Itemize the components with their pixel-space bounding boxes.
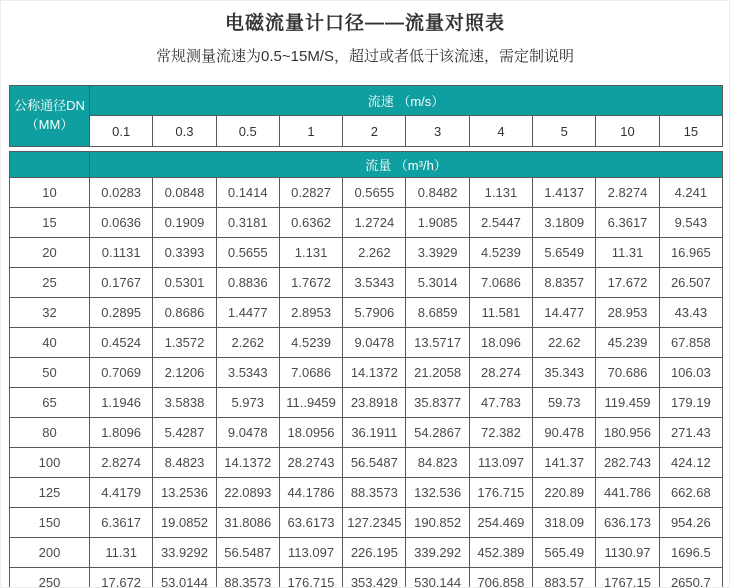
flow-value-cell: 14.477: [533, 298, 596, 328]
flow-value-cell: 0.5655: [343, 178, 406, 208]
flow-value-cell: 0.0848: [153, 178, 216, 208]
flow-value-cell: 119.459: [596, 388, 659, 418]
speed-value-cell: 10: [596, 116, 659, 147]
flow-value-cell: 2.1206: [153, 358, 216, 388]
flow-value-cell: 1696.5: [659, 538, 722, 568]
flow-value-cell: 17.672: [596, 268, 659, 298]
table-row: [10, 238, 723, 268]
flow-value-cell: 1.131: [469, 178, 532, 208]
flow-value-cell: 530.144: [406, 568, 469, 588]
speed-value-cell: 5: [533, 116, 596, 147]
flow-value-cell: 0.2827: [279, 178, 342, 208]
flow-value-cell: 47.783: [469, 388, 532, 418]
flow-value-cell: 5.3014: [406, 268, 469, 298]
flow-value-cell: 1.1946: [90, 388, 153, 418]
table-row: [10, 538, 723, 568]
flow-value-cell: 56.5487: [216, 538, 279, 568]
flow-value-cell: 3.5838: [153, 388, 216, 418]
flow-value-cell: 2650.7: [659, 568, 722, 588]
dn-cell: 65: [10, 388, 90, 418]
flow-value-cell: 2.8274: [596, 178, 659, 208]
flow-value-cell: 11.31: [90, 538, 153, 568]
flow-value-cell: 0.7069: [90, 358, 153, 388]
speed-values-row: [10, 116, 723, 147]
flow-value-cell: 1.4137: [533, 178, 596, 208]
flow-value-cell: 113.097: [469, 448, 532, 478]
flow-value-cell: 6.3617: [596, 208, 659, 238]
flow-value-cell: 254.469: [469, 508, 532, 538]
flow-value-cell: 53.0144: [153, 568, 216, 588]
flow-value-cell: 45.239: [596, 328, 659, 358]
flow-value-cell: 0.2895: [90, 298, 153, 328]
flow-value-cell: 1.4477: [216, 298, 279, 328]
dn-cell: 25: [10, 268, 90, 298]
flow-value-cell: 56.5487: [343, 448, 406, 478]
flow-value-cell: 18.0956: [279, 418, 342, 448]
flow-value-cell: 2.8953: [279, 298, 342, 328]
flow-value-cell: 3.5343: [343, 268, 406, 298]
flow-value-cell: 7.0686: [279, 358, 342, 388]
flow-value-cell: 318.09: [533, 508, 596, 538]
flow-value-cell: 3.5343: [216, 358, 279, 388]
flow-value-cell: 0.3393: [153, 238, 216, 268]
flow-value-cell: 19.0852: [153, 508, 216, 538]
flow-value-cell: 180.956: [596, 418, 659, 448]
flow-value-cell: 63.6173: [279, 508, 342, 538]
speed-value-cell: 1: [279, 116, 342, 147]
dn-cell: 125: [10, 478, 90, 508]
dn-cell: 80: [10, 418, 90, 448]
flow-value-cell: 132.536: [406, 478, 469, 508]
flow-value-cell: 31.8086: [216, 508, 279, 538]
flow-value-cell: 2.262: [343, 238, 406, 268]
flow-value-cell: 0.3181: [216, 208, 279, 238]
table-row: [10, 268, 723, 298]
flow-value-cell: 6.3617: [90, 508, 153, 538]
flow-value-cell: 21.2058: [406, 358, 469, 388]
flow-value-cell: 5.7906: [343, 298, 406, 328]
flow-value-cell: 0.8836: [216, 268, 279, 298]
dn-cell: 40: [10, 328, 90, 358]
flow-value-cell: 84.823: [406, 448, 469, 478]
flow-value-cell: 1.131: [279, 238, 342, 268]
flow-value-cell: 44.1786: [279, 478, 342, 508]
flow-value-cell: 5.4287: [153, 418, 216, 448]
flow-value-cell: 5.973: [216, 388, 279, 418]
flow-value-cell: 13.2536: [153, 478, 216, 508]
dn-cell: 20: [10, 238, 90, 268]
flow-value-cell: 22.0893: [216, 478, 279, 508]
table-row: [10, 358, 723, 388]
flow-value-cell: 1767.15: [596, 568, 659, 588]
flow-value-cell: 28.953: [596, 298, 659, 328]
flow-value-cell: 14.1372: [216, 448, 279, 478]
flow-value-cell: 1.7672: [279, 268, 342, 298]
table-row: [10, 478, 723, 508]
dn-cell: 32: [10, 298, 90, 328]
flow-value-cell: 441.786: [596, 478, 659, 508]
flow-value-cell: 282.743: [596, 448, 659, 478]
flow-value-cell: 28.2743: [279, 448, 342, 478]
flow-value-cell: 565.49: [533, 538, 596, 568]
speed-value-cell: 2: [343, 116, 406, 147]
flow-value-cell: 7.0686: [469, 268, 532, 298]
flow-value-cell: 0.1131: [90, 238, 153, 268]
flow-value-cell: 8.4823: [153, 448, 216, 478]
flow-value-cell: 0.6362: [279, 208, 342, 238]
flow-value-cell: 0.8686: [153, 298, 216, 328]
flow-value-cell: 0.5301: [153, 268, 216, 298]
dn-cell: 200: [10, 538, 90, 568]
flow-value-cell: 220.89: [533, 478, 596, 508]
flow-value-cell: 5.6549: [533, 238, 596, 268]
flow-comparison-table: [9, 85, 723, 588]
flow-value-cell: 3.1809: [533, 208, 596, 238]
flow-value-cell: 176.715: [279, 568, 342, 588]
flow-value-cell: 8.6859: [406, 298, 469, 328]
flow-value-cell: 2.5447: [469, 208, 532, 238]
dn-cell: 100: [10, 448, 90, 478]
table-row: [10, 568, 723, 588]
flow-value-cell: 88.3573: [343, 478, 406, 508]
speed-value-cell: 3: [406, 116, 469, 147]
flow-value-cell: 17.672: [90, 568, 153, 588]
flow-value-cell: 8.8357: [533, 268, 596, 298]
flow-value-cell: 0.5655: [216, 238, 279, 268]
flow-value-cell: 179.19: [659, 388, 722, 418]
flow-value-cell: 67.858: [659, 328, 722, 358]
flow-value-cell: 113.097: [279, 538, 342, 568]
speed-value-cell: 15: [659, 116, 722, 147]
flow-value-cell: 1.8096: [90, 418, 153, 448]
corner-header-line1: 公称通径DN: [14, 98, 85, 114]
flow-value-cell: 0.0283: [90, 178, 153, 208]
flow-value-cell: 22.62: [533, 328, 596, 358]
flow-value-cell: 9.543: [659, 208, 722, 238]
flow-value-cell: 141.37: [533, 448, 596, 478]
flow-value-cell: 2.262: [216, 328, 279, 358]
flow-value-cell: 26.507: [659, 268, 722, 298]
flow-value-cell: 43.43: [659, 298, 722, 328]
flow-value-cell: 11.31: [596, 238, 659, 268]
flow-value-cell: 90.478: [533, 418, 596, 448]
flow-value-cell: 452.389: [469, 538, 532, 568]
flow-value-cell: 4.5239: [279, 328, 342, 358]
flow-value-cell: 11..9459: [279, 388, 342, 418]
flow-value-cell: 54.2867: [406, 418, 469, 448]
page-title: 电磁流量计口径——流量对照表: [224, 13, 505, 34]
dn-cell: 250: [10, 568, 90, 588]
flow-value-cell: 339.292: [406, 538, 469, 568]
flow-value-cell: 706.858: [469, 568, 532, 588]
flow-value-cell: 0.1909: [153, 208, 216, 238]
table-row: [10, 418, 723, 448]
flow-value-cell: 0.4524: [90, 328, 153, 358]
table-row: [10, 208, 723, 238]
dn-cell: 15: [10, 208, 90, 238]
flow-value-cell: 0.1767: [90, 268, 153, 298]
table-row: [10, 388, 723, 418]
flow-value-cell: 1130.97: [596, 538, 659, 568]
corner-header-dn: [10, 86, 90, 147]
flow-header-row: [10, 152, 723, 178]
flow-value-cell: 35.343: [533, 358, 596, 388]
flow-value-cell: 13.5717: [406, 328, 469, 358]
flow-value-cell: 4.241: [659, 178, 722, 208]
speed-value-cell: 0.3: [153, 116, 216, 147]
flow-value-cell: 226.195: [343, 538, 406, 568]
flow-value-cell: 1.2724: [343, 208, 406, 238]
flow-value-cell: 106.03: [659, 358, 722, 388]
flow-value-cell: 16.965: [659, 238, 722, 268]
speed-value-cell: 4: [469, 116, 532, 147]
flow-band-header: 流量 （m³/h）: [90, 152, 723, 178]
flow-value-cell: 36.1911: [343, 418, 406, 448]
table-row: [10, 328, 723, 358]
flow-value-cell: 1.3572: [153, 328, 216, 358]
flow-value-cell: 353.429: [343, 568, 406, 588]
flow-value-cell: 11.581: [469, 298, 532, 328]
flow-value-cell: 662.68: [659, 478, 722, 508]
speed-value-cell: 0.1: [90, 116, 153, 147]
flow-value-cell: 23.8918: [343, 388, 406, 418]
flow-value-cell: 70.686: [596, 358, 659, 388]
flow-value-cell: 72.382: [469, 418, 532, 448]
speed-value-cell: 0.5: [216, 116, 279, 147]
flow-value-cell: 14.1372: [343, 358, 406, 388]
flow-value-cell: 33.9292: [153, 538, 216, 568]
flow-value-cell: 4.4179: [90, 478, 153, 508]
flow-value-cell: 954.26: [659, 508, 722, 538]
speed-band-header: 流速 （m/s）: [90, 86, 723, 116]
flow-value-cell: 190.852: [406, 508, 469, 538]
flow-value-cell: 88.3573: [216, 568, 279, 588]
speed-header-row: [10, 86, 723, 116]
flow-value-cell: 28.274: [469, 358, 532, 388]
flow-value-cell: 883.57: [533, 568, 596, 588]
flow-value-cell: 9.0478: [343, 328, 406, 358]
flow-value-cell: 59.73: [533, 388, 596, 418]
table-row: [10, 448, 723, 478]
flow-value-cell: 3.3929: [406, 238, 469, 268]
corner-header-line2: （MM）: [25, 117, 74, 132]
dn-cell: 50: [10, 358, 90, 388]
flow-value-cell: 0.8482: [406, 178, 469, 208]
flow-value-cell: 271.43: [659, 418, 722, 448]
flow-value-cell: 35.8377: [406, 388, 469, 418]
table-row: [10, 298, 723, 328]
dn-cell: 10: [10, 178, 90, 208]
flow-value-cell: 1.9085: [406, 208, 469, 238]
dn-cell: 150: [10, 508, 90, 538]
flow-value-cell: 18.096: [469, 328, 532, 358]
flow-value-cell: 424.12: [659, 448, 722, 478]
flow-value-cell: 176.715: [469, 478, 532, 508]
flow-value-cell: 2.8274: [90, 448, 153, 478]
page-subtitle: 常规测量流速为0.5~15M/S，超过或者低于该流速，需定制说明: [156, 48, 574, 65]
flow-value-cell: 127.2345: [343, 508, 406, 538]
flow-value-cell: 4.5239: [469, 238, 532, 268]
flow-value-cell: 0.0636: [90, 208, 153, 238]
flow-band-left-cell: [10, 152, 90, 178]
flow-value-cell: 636.173: [596, 508, 659, 538]
flow-value-cell: 9.0478: [216, 418, 279, 448]
flow-value-cell: 0.1414: [216, 178, 279, 208]
table-row: [10, 508, 723, 538]
table-row: [10, 178, 723, 208]
